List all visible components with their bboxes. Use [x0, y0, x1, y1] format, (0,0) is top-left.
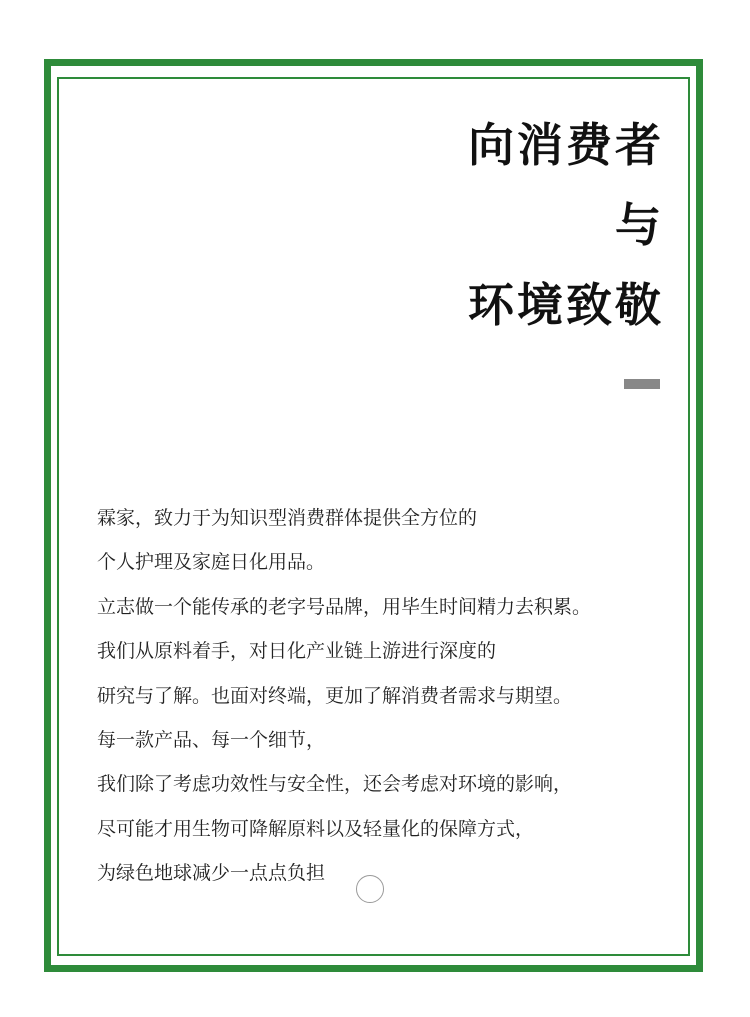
circle-outline-icon	[356, 875, 384, 903]
headline-line-3: 环境致敬	[468, 278, 664, 332]
statement-line-3: 立志做一个能传承的老字号品牌，用毕生时间精力去积累。	[97, 595, 592, 618]
statement-line-2: 个人护理及家庭日化用品。	[97, 551, 326, 574]
statement-line-9: 为绿色地球减少一点点负担	[97, 862, 326, 885]
statement-line-6: 每一款产品、每一个细节，	[97, 728, 326, 751]
statement-line-8: 尽可能才用生物可降解原料以及轻量化的保障方式，	[97, 817, 535, 840]
statement-line-5: 研究与了解。也面对终端，更加了解消费者需求与期望。	[97, 684, 573, 707]
accent-divider-bar	[624, 379, 660, 389]
headline-line-2: 与	[615, 198, 664, 252]
headline-line-1: 向消费者	[468, 118, 664, 172]
statement-line-7: 我们除了考虑功效性与安全性，还会考虑对环境的影响，	[97, 773, 573, 796]
statement-line-4: 我们从原料着手，对日化产业链上游进行深度的	[97, 640, 497, 663]
headline	[468, 112, 664, 352]
statement-line-1: 霖家，致力于为知识型消费群体提供全方位的	[97, 507, 478, 529]
brand-statement	[97, 500, 687, 900]
